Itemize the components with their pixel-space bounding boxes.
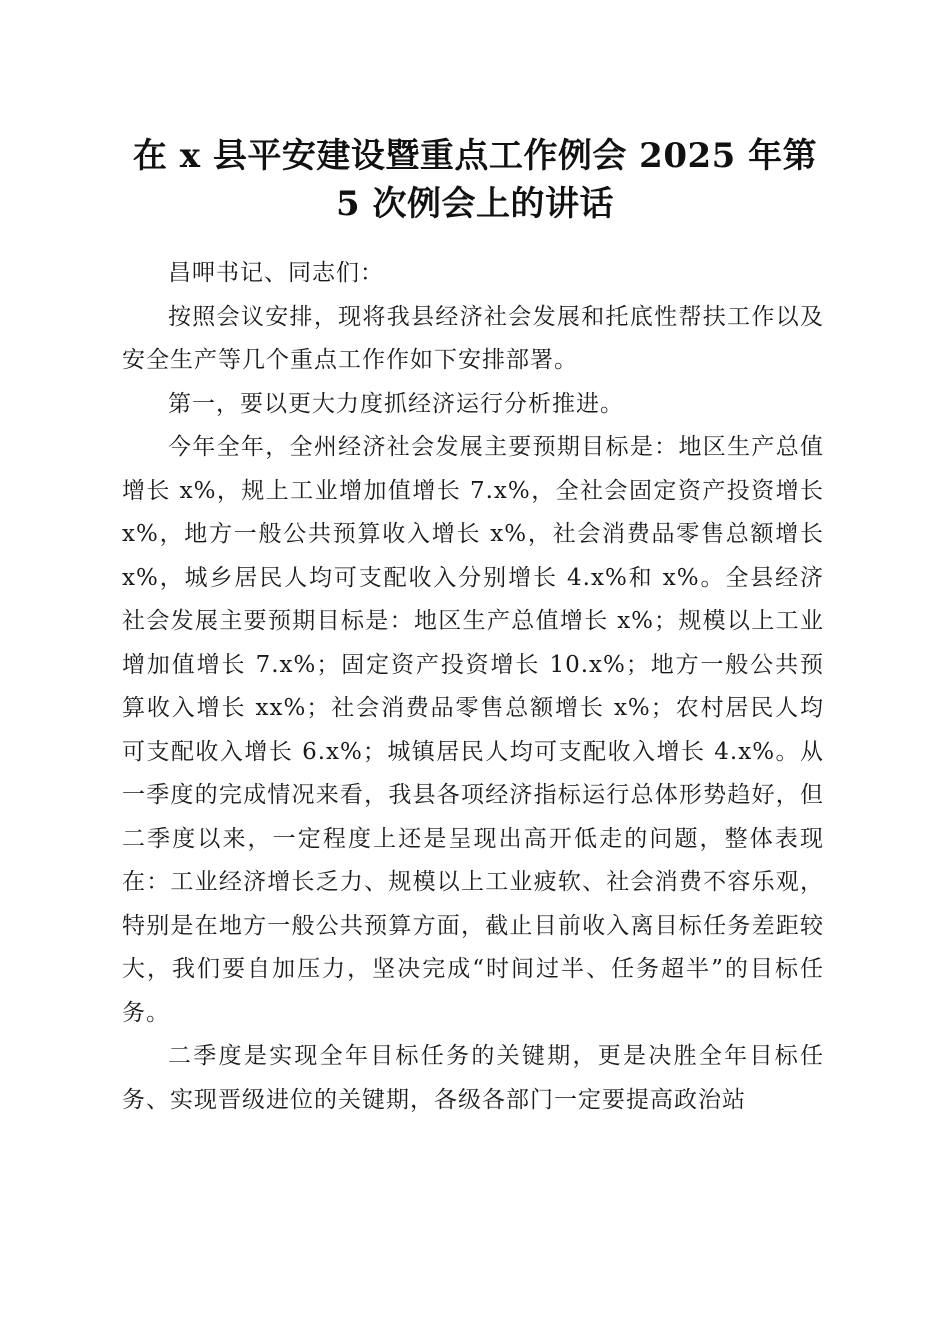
intro-paragraph: 按照会议安排，现将我县经济社会发展和托底性帮扶工作以及安全生产等几个重点工作作如下安排部署。 (122, 303, 824, 373)
document-body (122, 252, 824, 1122)
targets-paragraph: 今年全年，全州经济社会发展主要预期目标是：地区生产总值增长 x%，规上工业增加值增长 7.x%，全社会固定资产投资增长 x%，地方一般公共预算收入增长 x%，社会消费品零售总额增长 x%，城乡居民人均可支配收入分别增长 4.x%和 x%。全县经济社会发展主要预期目标是：地区生产总值增长 x%；规模以上工业增加值增长 7.x%；固定资产投资增长 10.x%；地方一般公共预算收入增长 xx%；社会消费品零售总额增长 x%；农村居民人均可支配收入增长 6.x%；城镇居民人均可支配收入增长 4.x%。从一季度的完成情况来看，我县各项经济指标运行总体形势趋好，但二季度以来，一定程度上还是呈现出高开低走的问题，整体表现在：工业经济增长乏力、规模以上工业疲软、社会消费不容乐观，特别是在地方一般公共预算方面，截止目前收入离目标任务差距较大，我们要自加压力，坚决完成“时间过半、任务超半”的目标任务。 (122, 434, 824, 1026)
second-quarter-paragraph: 二季度是实现全年目标任务的关键期，更是决胜全年目标任务、实现晋级进位的关键期，各级各部门一定要提高政治站 (122, 1043, 824, 1113)
salutation-paragraph: 昌呷书记、同志们： (168, 260, 384, 286)
section-heading-paragraph: 第一，要以更大力度抓经济运行分析推进。 (168, 390, 624, 417)
document-title: 在 x 县平安建设暨重点工作例会 2025 年第 5 次例会上的讲话 (132, 136, 818, 224)
